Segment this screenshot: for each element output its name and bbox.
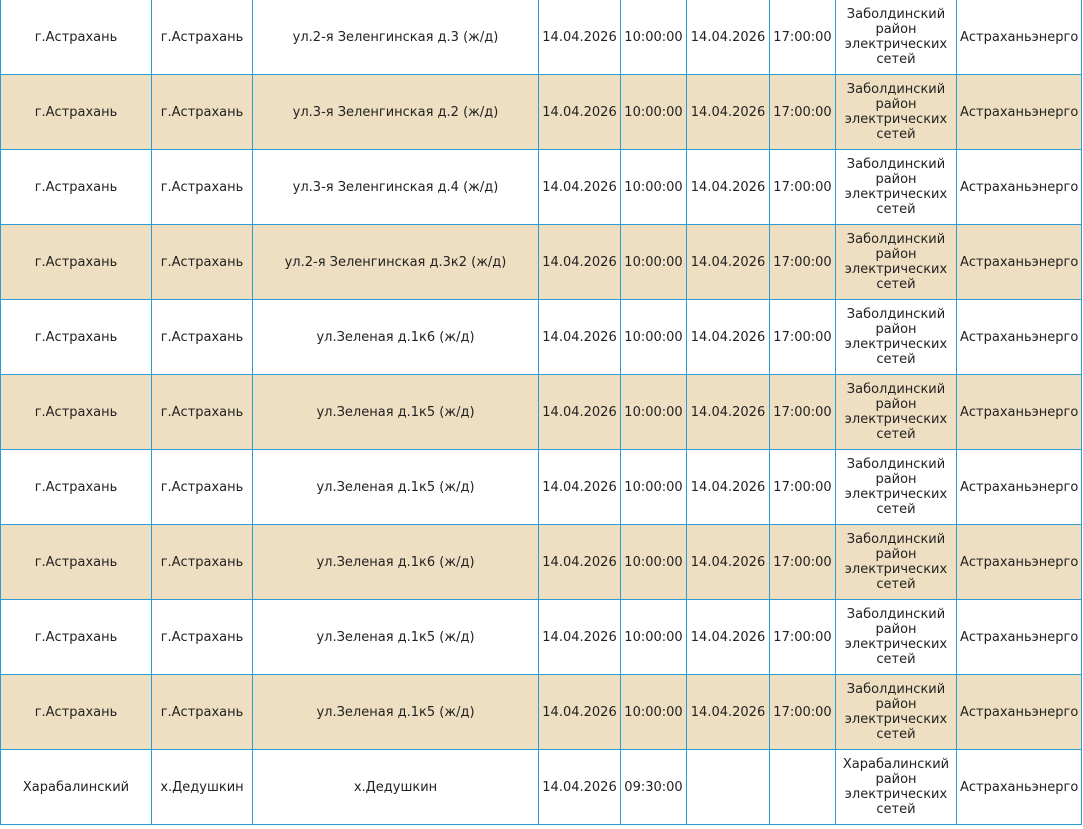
start-time-cell: 10:00:00 xyxy=(621,600,687,675)
start-date-cell: 14.04.2026 xyxy=(539,675,621,750)
network-cell: Заболдинский район электрических сетей xyxy=(836,300,957,375)
company-cell: Астраханьэнерго xyxy=(957,75,1082,150)
district-cell: г.Астрахань xyxy=(1,75,152,150)
company-cell: Астраханьэнерго xyxy=(957,450,1082,525)
company-cell: Астраханьэнерго xyxy=(957,750,1082,825)
address-cell: ул.Зеленая д.1к5 (ж/д) xyxy=(253,675,539,750)
locality-cell: г.Астрахань xyxy=(152,225,253,300)
network-cell: Заболдинский район электрических сетей xyxy=(836,225,957,300)
start-time-cell: 09:30:00 xyxy=(621,750,687,825)
network-cell: Заболдинский район электрических сетей xyxy=(836,75,957,150)
start-date-cell: 14.04.2026 xyxy=(539,600,621,675)
address-cell: ул.Зеленая д.1к5 (ж/д) xyxy=(253,375,539,450)
end-date-cell xyxy=(687,750,770,825)
company-cell: Астраханьэнерго xyxy=(957,225,1082,300)
locality-cell: г.Астрахань xyxy=(152,375,253,450)
address-cell: ул.3-я Зеленгинская д.4 (ж/д) xyxy=(253,150,539,225)
district-cell: г.Астрахань xyxy=(1,0,152,75)
address-cell: ул.Зеленая д.1к5 (ж/д) xyxy=(253,450,539,525)
start-time-cell: 10:00:00 xyxy=(621,375,687,450)
district-cell: г.Астрахань xyxy=(1,525,152,600)
district-cell: г.Астрахань xyxy=(1,300,152,375)
end-time-cell: 17:00:00 xyxy=(770,0,836,75)
district-cell: Харабалинский xyxy=(1,750,152,825)
start-date-cell: 14.04.2026 xyxy=(539,225,621,300)
outage-table-body xyxy=(1,0,1082,825)
address-cell: ул.3-я Зеленгинская д.2 (ж/д) xyxy=(253,75,539,150)
start-date-cell: 14.04.2026 xyxy=(539,450,621,525)
end-time-cell: 17:00:00 xyxy=(770,600,836,675)
table-row xyxy=(1,0,1082,75)
end-time-cell: 17:00:00 xyxy=(770,675,836,750)
locality-cell: г.Астрахань xyxy=(152,675,253,750)
table-row xyxy=(1,225,1082,300)
end-time-cell: 17:00:00 xyxy=(770,375,836,450)
table-row xyxy=(1,75,1082,150)
address-cell: ул.Зеленая д.1к5 (ж/д) xyxy=(253,600,539,675)
company-cell: Астраханьэнерго xyxy=(957,375,1082,450)
start-time-cell: 10:00:00 xyxy=(621,75,687,150)
network-cell: Заболдинский район электрических сетей xyxy=(836,375,957,450)
district-cell: г.Астрахань xyxy=(1,675,152,750)
locality-cell: г.Астрахань xyxy=(152,450,253,525)
address-cell: ул.2-я Зеленгинская д.3к2 (ж/д) xyxy=(253,225,539,300)
start-date-cell: 14.04.2026 xyxy=(539,525,621,600)
locality-cell: х.Дедушкин xyxy=(152,750,253,825)
company-cell: Астраханьэнерго xyxy=(957,525,1082,600)
table-row xyxy=(1,450,1082,525)
company-cell: Астраханьэнерго xyxy=(957,300,1082,375)
end-time-cell: 17:00:00 xyxy=(770,75,836,150)
district-cell: г.Астрахань xyxy=(1,375,152,450)
locality-cell: г.Астрахань xyxy=(152,0,253,75)
address-cell: ул.Зеленая д.1к6 (ж/д) xyxy=(253,525,539,600)
start-date-cell: 14.04.2026 xyxy=(539,300,621,375)
company-cell: Астраханьэнерго xyxy=(957,150,1082,225)
end-date-cell: 14.04.2026 xyxy=(687,150,770,225)
end-time-cell: 17:00:00 xyxy=(770,225,836,300)
table-row xyxy=(1,300,1082,375)
locality-cell: г.Астрахань xyxy=(152,525,253,600)
start-date-cell: 14.04.2026 xyxy=(539,150,621,225)
network-cell: Харабалинский район электрических сетей xyxy=(836,750,957,825)
start-date-cell: 14.04.2026 xyxy=(539,750,621,825)
end-date-cell: 14.04.2026 xyxy=(687,300,770,375)
network-cell: Заболдинский район электрических сетей xyxy=(836,0,957,75)
district-cell: г.Астрахань xyxy=(1,150,152,225)
table-row xyxy=(1,375,1082,450)
start-date-cell: 14.04.2026 xyxy=(539,0,621,75)
end-date-cell: 14.04.2026 xyxy=(687,75,770,150)
network-cell: Заболдинский район электрических сетей xyxy=(836,675,957,750)
end-date-cell: 14.04.2026 xyxy=(687,675,770,750)
end-time-cell: 17:00:00 xyxy=(770,450,836,525)
table-row xyxy=(1,150,1082,225)
start-time-cell: 10:00:00 xyxy=(621,300,687,375)
company-cell: Астраханьэнерго xyxy=(957,600,1082,675)
address-cell: ул.Зеленая д.1к6 (ж/д) xyxy=(253,300,539,375)
start-date-cell: 14.04.2026 xyxy=(539,75,621,150)
end-date-cell: 14.04.2026 xyxy=(687,525,770,600)
start-time-cell: 10:00:00 xyxy=(621,675,687,750)
start-date-cell: 14.04.2026 xyxy=(539,375,621,450)
end-time-cell: 17:00:00 xyxy=(770,525,836,600)
start-time-cell: 10:00:00 xyxy=(621,0,687,75)
end-date-cell: 14.04.2026 xyxy=(687,0,770,75)
locality-cell: г.Астрахань xyxy=(152,600,253,675)
company-cell: Астраханьэнерго xyxy=(957,0,1082,75)
table-row xyxy=(1,675,1082,750)
start-time-cell: 10:00:00 xyxy=(621,150,687,225)
table-row xyxy=(1,600,1082,675)
district-cell: г.Астрахань xyxy=(1,225,152,300)
network-cell: Заболдинский район электрических сетей xyxy=(836,600,957,675)
end-date-cell: 14.04.2026 xyxy=(687,600,770,675)
address-cell: ул.2-я Зеленгинская д.3 (ж/д) xyxy=(253,0,539,75)
end-time-cell: 17:00:00 xyxy=(770,150,836,225)
start-time-cell: 10:00:00 xyxy=(621,450,687,525)
end-date-cell: 14.04.2026 xyxy=(687,375,770,450)
locality-cell: г.Астрахань xyxy=(152,300,253,375)
network-cell: Заболдинский район электрических сетей xyxy=(836,450,957,525)
table-row xyxy=(1,525,1082,600)
start-time-cell: 10:00:00 xyxy=(621,525,687,600)
locality-cell: г.Астрахань xyxy=(152,75,253,150)
district-cell: г.Астрахань xyxy=(1,600,152,675)
locality-cell: г.Астрахань xyxy=(152,150,253,225)
end-date-cell: 14.04.2026 xyxy=(687,450,770,525)
district-cell: г.Астрахань xyxy=(1,450,152,525)
end-time-cell xyxy=(770,750,836,825)
network-cell: Заболдинский район электрических сетей xyxy=(836,150,957,225)
address-cell: х.Дедушкин xyxy=(253,750,539,825)
network-cell: Заболдинский район электрических сетей xyxy=(836,525,957,600)
start-time-cell: 10:00:00 xyxy=(621,225,687,300)
table-row xyxy=(1,750,1082,825)
company-cell: Астраханьэнерго xyxy=(957,675,1082,750)
end-date-cell: 14.04.2026 xyxy=(687,225,770,300)
end-time-cell: 17:00:00 xyxy=(770,300,836,375)
